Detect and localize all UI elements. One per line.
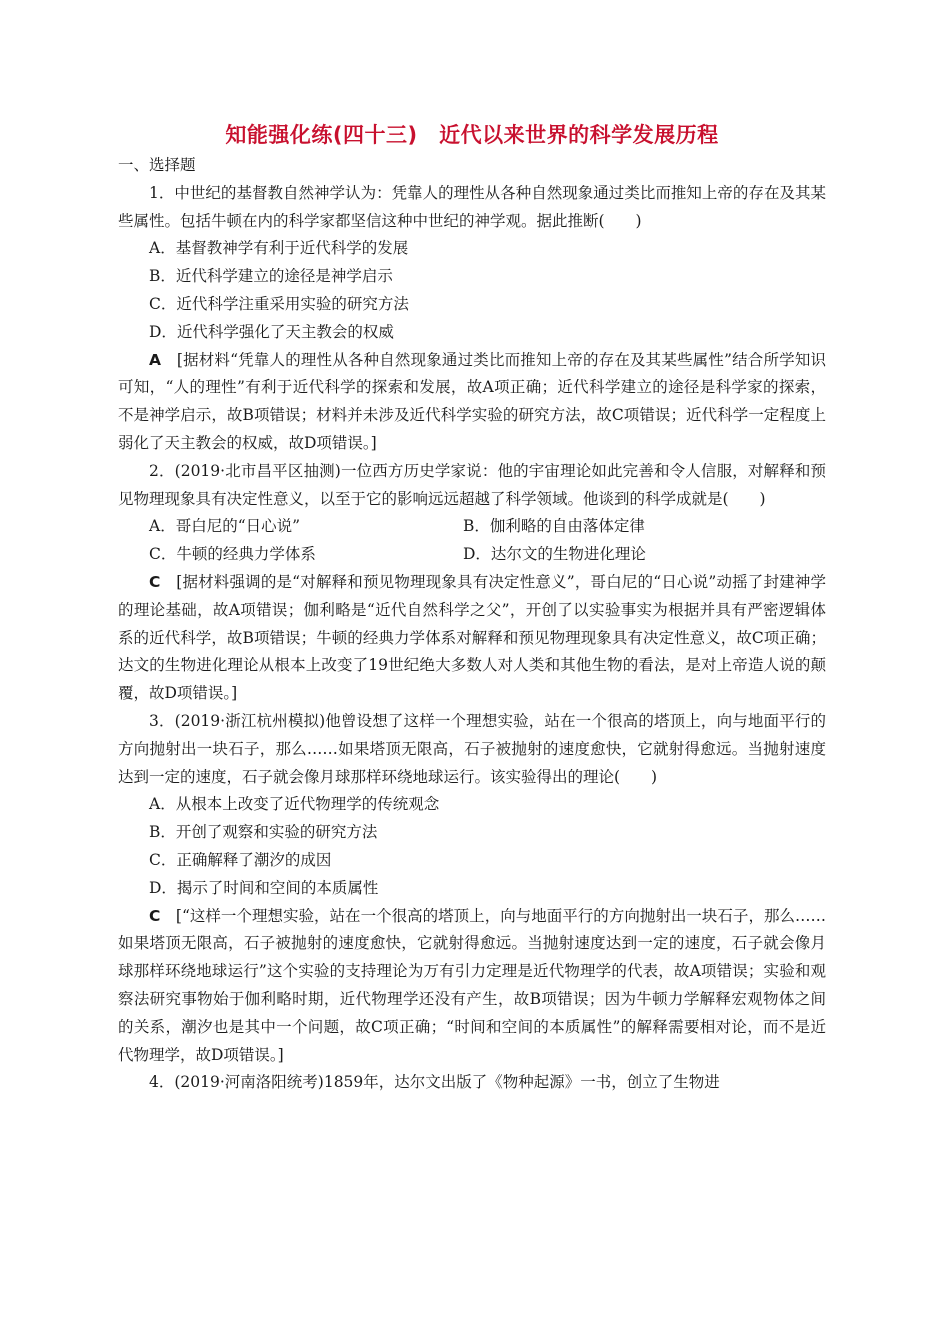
question-1-option-b: B．近代科学建立的途径是神学启示: [149, 267, 393, 286]
question-3-answer: C: [149, 906, 161, 925]
document-page: [118, 118, 826, 1097]
question-3-option-a: A．从根本上改变了近代物理学的传统观念: [149, 795, 440, 814]
question-2-stem: 2．(2019·北市昌平区抽测)一位西方历史学家说：他的宇宙理论如此完善和令人信服，对解释和预见物理现象具有决定性意义，以至于它的影响远远超越了科学领域。他谈到的科学成就是( ): [118, 461, 826, 508]
question-2-explanation: [据材料强调的是“对解释和预见物理现象具有决定性意义”，哥白尼的“日心说”动摇了封建神学的理论基础，故A项错误；伽利略是“近代自然科学之父”，开创了以实验事实为根据并具有严密逻辑体系的近代科学，故B项错误；牛顿的经典力学体系对解释和预见物理现象具有决定性意义，故C项正确；达文的生物进化理论从根本上改变了19世纪绝大多数人对人类和其他生物的看法，是对上帝造人说的颠覆，故D项错误。]: [118, 572, 826, 703]
question-3-answer-block: [118, 903, 826, 1070]
question-2-option-a: A．哥白尼的“日心说”: [149, 517, 301, 536]
question-3-stem: 3．(2019·浙江杭州模拟)他曾设想了这样一个理想实验，站在一个很高的塔顶上，向与地面平行的方向抛射出一块石子，那么……如果塔顶无限高，石子被抛射的速度愈快，它就射得愈远。当抛射速度达到一定的速度，石子就会像月球那样环绕地球运行。该实验得出的理论( ): [118, 711, 826, 786]
question-1-option-d: D．近代科学强化了天主教会的权威: [149, 322, 394, 341]
question-1-stem: 1．中世纪的基督教自然神学认为：凭靠人的理性从各种自然现象通过类比而推知上帝的存在及其某些属性。包括牛顿在内的科学家都坚信这种中世纪的神学观。据此推断( ): [118, 183, 826, 230]
question-4-stem: 4．(2019·河南洛阳统考)1859年，达尔文出版了《物种起源》一书，创立了生物进: [149, 1073, 720, 1092]
question-2-answer-block: [118, 569, 826, 708]
question-1-option-c: C．近代科学注重采用实验的研究方法: [149, 294, 409, 313]
question-2-options-row-2: [118, 541, 826, 569]
question-1-answer-block: [118, 347, 826, 458]
question-1-option-a: A．基督教神学有利于近代科学的发展: [149, 239, 409, 258]
question-3-explanation: [“这样一个理想实验，站在一个很高的塔顶上，向与地面平行的方向抛射出一块石子，那么……如果塔顶无限高，石子被抛射的速度愈快，它就射得愈远。当抛射速度达到一定的速度，石子就会像月球那样环绕地球运行”这个实验的支持理论为万有引力定理是近代物理学的代表，故A项错误；实验和观察法研究事物始于伽利略时期，近代物理学还没有产生，故B项错误；因为牛顿力学解释宏观物体之间的关系，潮汐也是其中一个问题，故C项正确；“时间和空间的本质属性”的解释需要相对论，而不是近代物理学，故D项错误。]: [118, 906, 826, 1064]
question-1-explanation: [据材料“凭靠人的理性从各种自然现象通过类比而推知上帝的存在及其某些属性”结合所学知识可知，“人的理性”有利于近代科学的探索和发展，故A项正确；近代科学建立的途径是科学家的探索，不是神学启示，故B项错误；材料并未涉及近代科学实验的研究方法，故C项错误；近代科学一定程度上弱化了天主教会的权威，故D项错误。]: [118, 350, 826, 452]
question-3-option-d: D．揭示了时间和空间的本质属性: [149, 878, 379, 897]
question-2-option-c: C．牛顿的经典力学体系: [149, 545, 316, 564]
question-1-answer: A: [149, 350, 161, 369]
question-2-option-b: B．伽利略的自由落体定律: [463, 517, 645, 536]
question-3-option-c: C．正确解释了潮汐的成因: [149, 850, 332, 869]
page-title: 知能强化练(四十三) 近代以来世界的科学发展历程: [225, 123, 719, 147]
question-3-option-b: B．开创了观察和实验的研究方法: [149, 823, 378, 842]
question-2-options-row-1: [118, 513, 826, 541]
question-2-answer: C: [149, 572, 161, 591]
section-heading: 一、选择题: [118, 156, 196, 174]
question-2-option-d: D．达尔文的生物进化理论: [463, 545, 646, 564]
